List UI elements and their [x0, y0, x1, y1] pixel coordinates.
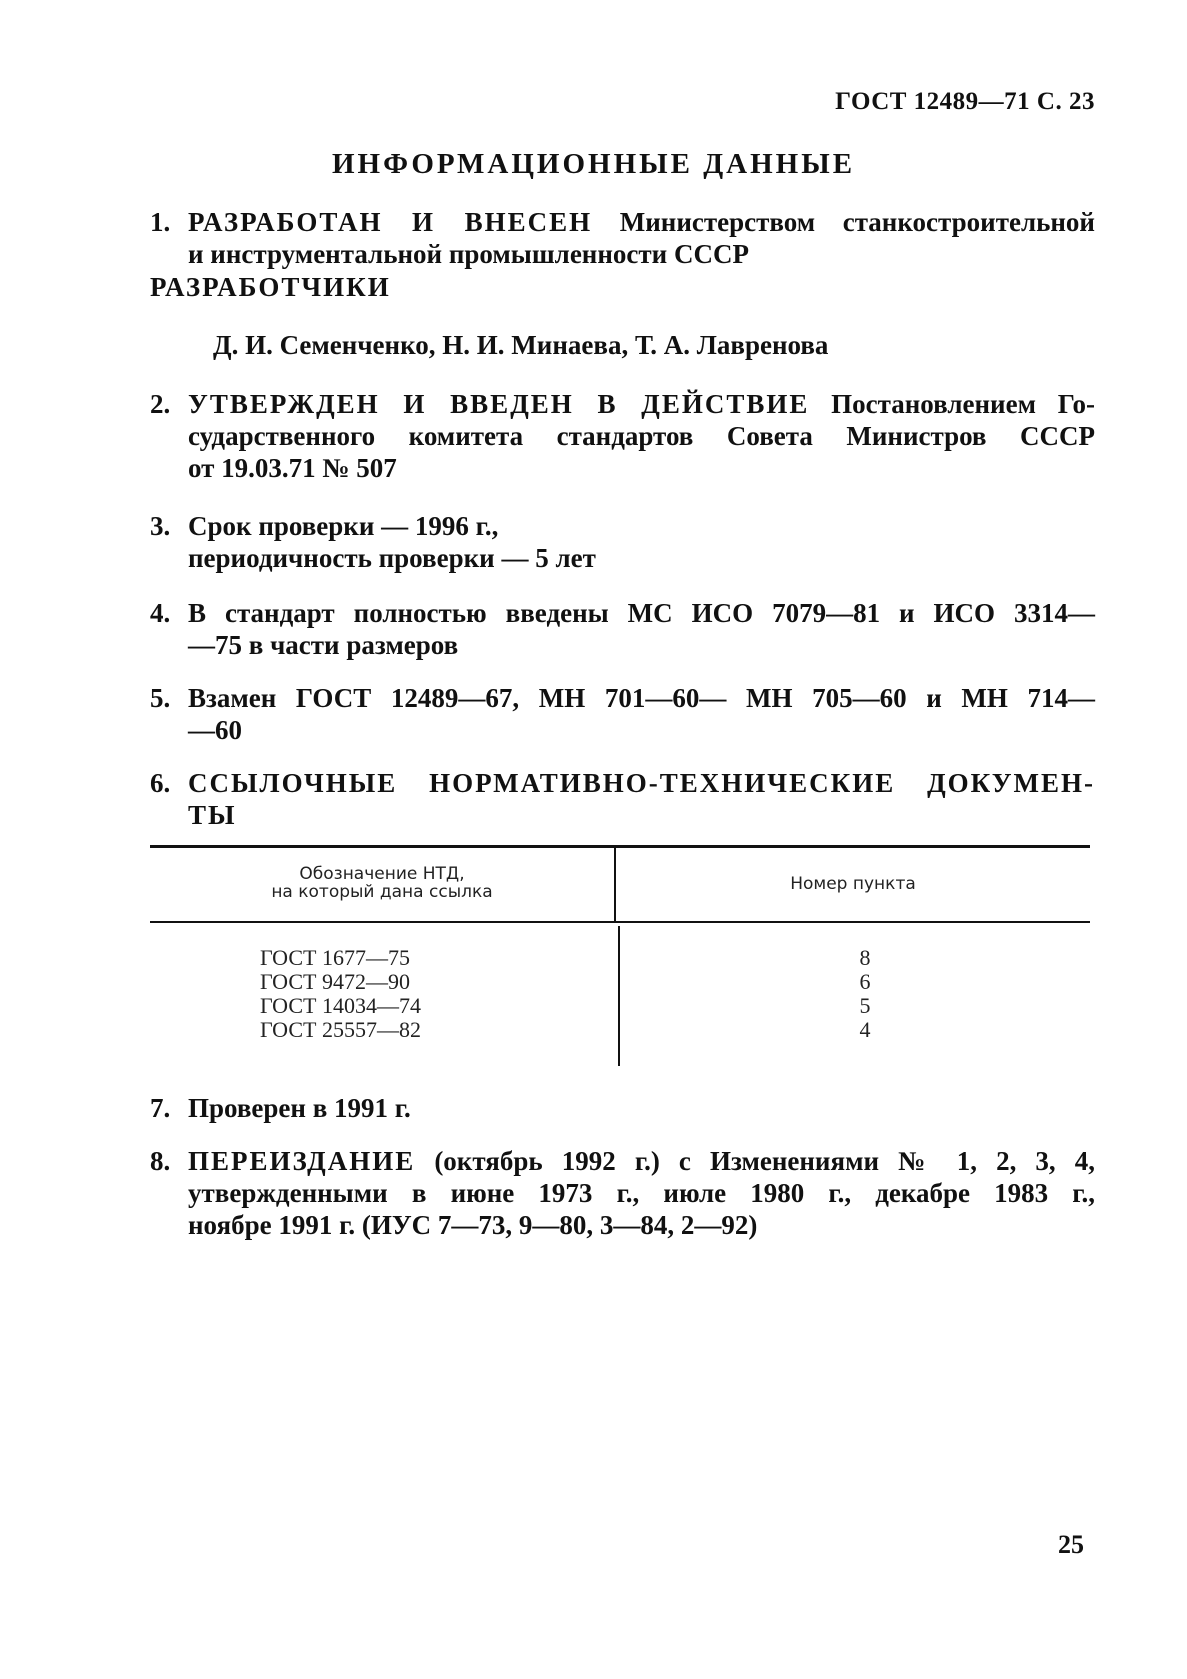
item-number: 6.	[150, 768, 171, 798]
item-4-line-2: —75 в части размеров	[188, 630, 459, 660]
item-6-line-2: ТЫ	[188, 800, 237, 830]
table-body-divider	[618, 926, 620, 1066]
item-number: 3.	[150, 511, 171, 541]
item-1-lead: РАЗРАБОТАН И ВНЕСЕН	[188, 207, 593, 237]
item-8-line-1-rest: (октябрь 1992 г.) с Изменениями № 1, 2, 3, 4,	[434, 1146, 1096, 1176]
item-6-line-1: ССЫЛОЧНЫЕ НОРМАТИВНО-ТЕХНИЧЕСКИЕ ДОКУМЕН-	[188, 768, 1095, 798]
item-7	[150, 1092, 1095, 1124]
item-8	[150, 1145, 1095, 1241]
item-1-line-2: и инструментальной промышленности СССР	[188, 239, 749, 269]
item-1-line-1-rest: Министерством станкостроительной	[619, 207, 1095, 237]
table-header-rule	[150, 921, 1090, 923]
developers-heading: РАЗРАБОТЧИКИ	[150, 272, 391, 302]
item-2-lead: УТВЕРЖДЕН И ВВЕДЕН В ДЕЙСТВИЕ	[188, 389, 810, 419]
developers-names: Д. И. Семенченко, Н. И. Минаева, Т. А. Лавренова	[213, 330, 829, 360]
table-header-doc-line-1: Обозначение НТД,	[299, 864, 465, 884]
table-header-doc-line-2: на который дана ссылка	[271, 882, 493, 902]
page-header: ГОСТ 12489—71 С. 23	[835, 88, 1095, 115]
item-number: 5.	[150, 683, 171, 713]
item-2-line-1-rest: Постановлением Го-	[831, 389, 1096, 419]
page-number: 25	[1058, 1530, 1084, 1559]
item-2	[150, 388, 1095, 484]
item-2-line-3: от 19.03.71 № 507	[188, 453, 397, 483]
table-clause-cell: 8	[859, 945, 871, 970]
item-4	[150, 597, 1095, 661]
page-title: ИНФОРМАЦИОННЫЕ ДАННЫЕ	[331, 148, 856, 180]
table-top-rule	[150, 845, 1090, 848]
item-8-line-3: ноябре 1991 г. (ИУС 7—73, 9—80, 3—84, 2—92)	[188, 1210, 758, 1240]
item-number: 7.	[150, 1093, 171, 1123]
table-doc-cell: ГОСТ 25557—82	[260, 1017, 421, 1042]
item-2-line-1	[188, 388, 1095, 420]
item-3-line-2: периодичность проверки — 5 лет	[188, 543, 596, 573]
item-5-line-2: —60	[188, 715, 242, 745]
table-clause-cell: 6	[859, 969, 871, 994]
item-3	[150, 510, 1095, 574]
table-doc-cell: ГОСТ 1677—75	[260, 945, 410, 970]
item-number: 1.	[150, 207, 171, 237]
item-number: 4.	[150, 598, 171, 628]
table-clause-cell: 4	[859, 1017, 871, 1042]
item-8-line-1	[188, 1145, 1095, 1177]
table-doc-cell: ГОСТ 14034—74	[260, 993, 421, 1018]
table-header-clause: Номер пункта	[790, 874, 916, 894]
item-1	[150, 206, 1095, 270]
item-5	[150, 682, 1095, 746]
item-2-line-2: сударственного комитета стандартов Совета Министров СССР	[188, 421, 1095, 451]
item-number: 8.	[150, 1146, 171, 1176]
table-doc-cell: ГОСТ 9472—90	[260, 969, 410, 994]
item-3-line-1: Срок проверки — 1996 г.,	[188, 511, 499, 541]
table-clause-cell: 5	[859, 993, 871, 1018]
item-5-line-1: Взамен ГОСТ 12489—67, МН 701—60— МН 705—60 и МН 714—	[188, 683, 1095, 713]
item-8-line-2: утвержденными в июне 1973 г., июле 1980 г., декабре 1983 г.,	[188, 1178, 1095, 1208]
item-number: 2.	[150, 389, 171, 419]
table-header-doc	[150, 865, 614, 901]
item-8-lead: ПЕРЕИЗДАНИЕ	[188, 1146, 416, 1176]
item-7-line-1: Проверен в 1991 г.	[188, 1093, 411, 1123]
item-1-line-1	[188, 206, 1095, 238]
item-4-line-1: В стандарт полностью введены МС ИСО 7079—81 и ИСО 3314—	[188, 598, 1095, 628]
item-6	[150, 767, 1095, 831]
